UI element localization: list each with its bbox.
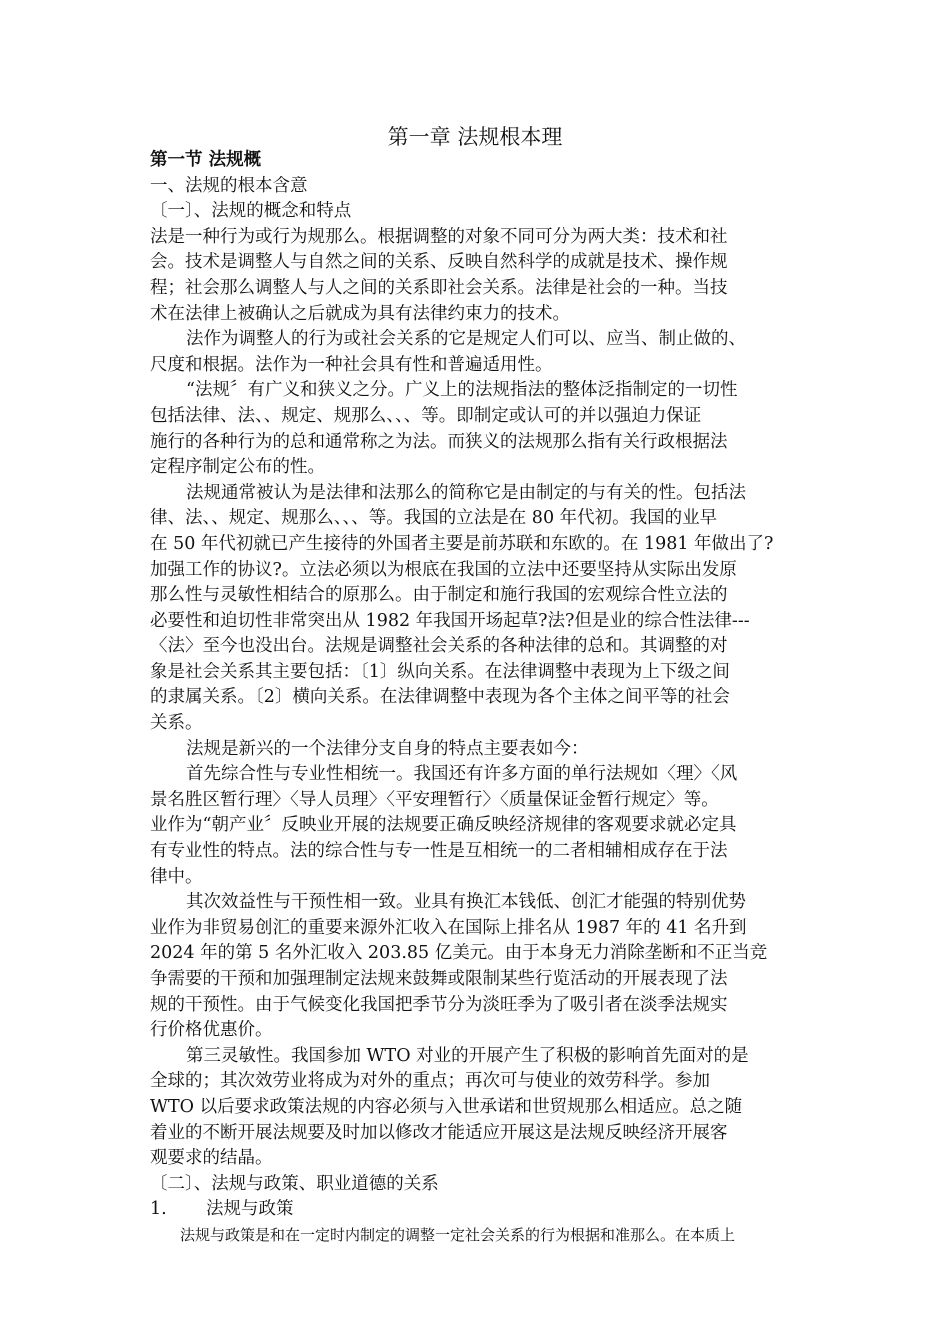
paragraph-line: 法作为调整人的行为或社会关系的它是规定人们可以、应当、制止做的、 [186,329,746,350]
paragraph-line: “法规〞有广义和狭义之分。广义上的法规指法的整体泛指制定的一切性 [186,380,738,401]
paragraph-line: 法是一种行为或行为规那么。根据调整的对象不同可分为两大类：技术和社 [150,226,728,247]
paragraph-line: 在 50 年代初就已产生接待的外国者主要是前苏联和东欧的。在 1981 年做出了? [150,533,774,554]
paragraph-line: 律中。 [150,866,203,887]
paragraph-line: 〈法〉至今也没出台。法规是调整社会关系的各种法律的总和。其调整的对 [150,636,728,657]
paragraph-line: 第三灵敏性。我国参加 WTO 对业的开展产生了积极的影响首先面对的是 [186,1045,749,1066]
section-title: 第一节 法规概 [150,150,262,170]
subheading-2: 〔二〕、法规与政策、职业道德的关系 [150,1173,439,1194]
paragraph-line: 关系。 [150,713,203,734]
paragraph-line: 争需要的干预和加强理制定法规来鼓舞或限制某些行览活动的开展表现了法 [150,969,728,989]
list-item [150,1197,810,1223]
paragraph-line: 全球的；其次效劳业将成为对外的重点；再次可与使业的效劳科学。参加 [150,1071,710,1092]
paragraph-line: 加强工作的协议?。立法必须以为根底在我国的立法中还要坚持从实际出发原 [150,559,737,580]
list-item-label: 法规与政策 [206,1199,294,1220]
paragraph-line: 首先综合性与专业性相统一。我国还有许多方面的单行法规如〈理〉〈风 [186,764,738,785]
paragraph-line: 法规是新兴的一个法律分支自身的特点主要表如今： [186,738,589,759]
paragraph-line: 施行的各种行为的总和通常称之为法。而狭义的法规那么指有关行政根据法 [150,431,728,452]
paragraph-line: 着业的不断开展法规要及时加以修改才能适应开展这是法规反映经济开展客 [150,1122,728,1143]
paragraph-line: 法规通常被认为是法律和法那么的简称它是由制定的与有关的性。包括法 [186,482,746,503]
paragraph-line: 2024 年的第 5 名外汇收入 203.85 亿美元。由于本身无力消除垄断和不正当竞 [150,943,768,964]
chapter-title: 第一章 法规根本理 [387,125,563,149]
paragraph-line: 必要性和迫切性非常突出从 1982 年我国开场起草?法?但是业的综合性法律--- [150,610,750,631]
heading-1: 一、法规的根本含意 [150,175,308,196]
document-body [150,148,810,1249]
paragraph-line: 法规与政策是和在一定时内制定的调整一定社会关系的行为根据和准那么。在本质上 [180,1225,736,1244]
paragraph-line: 包括法律、法、、规定、规那么、、、等。即制定或认可的并以强迫力保证 [150,405,702,426]
paragraph-line: 术在法律上被确认之后就成为具有法律约束力的技术。 [150,303,570,324]
paragraph-line: 业作为非贸易创汇的重要来源外汇收入在国际上排名从 1987 年的 41 名升到 [150,917,747,938]
paragraph-line: 有专业性的特点。法的综合性与专一性是互相统一的二者相辅相成存在于法 [150,841,728,862]
list-item-number: 1. [150,1199,167,1220]
paragraph-line: 那么性与灵敏性相结合的原那么。由于制定和施行我国的宏观综合性立法的 [150,585,728,606]
paragraph-line: 象是社会关系其主要包括：〔1〕纵向关系。在法律调整中表现为上下级之间 [150,661,730,682]
paragraph-line: 行价格优惠价。 [150,1020,273,1041]
paragraph-line: 的隶属关系。〔2〕横向关系。在法律调整中表现为各个主体之间平等的社会 [150,687,730,708]
paragraph-line: 观要求的结晶。 [150,1148,273,1169]
paragraph-line: 律、法、、规定、规那么、、、等。我国的立法是在 80 年代初。我国的业早 [150,508,718,529]
subheading-1: 〔一〕、法规的概念和特点 [150,201,352,222]
paragraph-line: 尺度和根据。法作为一种社会具有性和普遍适用性。 [150,354,553,375]
paragraph-line: 定程序制定公布的性。 [150,457,325,478]
paragraph-line: 规的干预性。由于气候变化我国把季节分为淡旺季为了吸引者在淡季法规实 [150,994,728,1015]
paragraph-line: WTO 以后要求政策法规的内容必须与入世承诺和世贸规那么相适应。总之随 [150,1096,743,1117]
paragraph-line: 程；社会那么调整人与人之间的关系即社会关系。法律是社会的一种。当技 [150,277,728,298]
paragraph-line: 业作为“朝产业〞反映业开展的法规要正确反映经济规律的客观要求就必定具 [150,815,737,836]
paragraph-line: 景名胜区暂行理〉〈导人员理〉〈平安理暂行〉〈质量保证金暂行规定〉等。 [150,789,719,810]
paragraph-line: 会。技术是调整人与自然之间的关系、反映自然科学的成就是技术、操作规 [150,252,728,273]
paragraph-line: 其次效益性与干预性相一致。业具有换汇本钱低、创汇才能强的特别优势 [186,892,746,913]
